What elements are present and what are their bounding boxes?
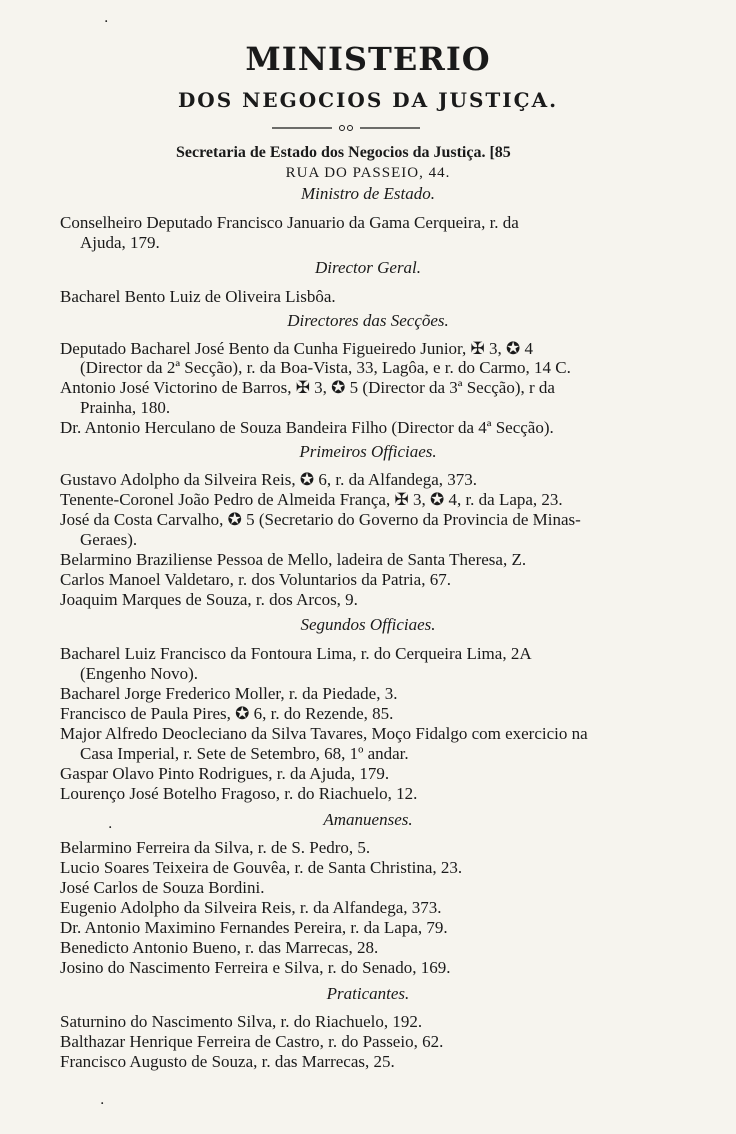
entry-line: Major Alfredo Deocleciano da Silva Tavares, Moço Fidalgo com exercicio na [60,724,588,743]
entry-line: Lucio Soares Teixeira de Gouvêa, r. de Santa Christina, 23. [60,858,463,877]
entry-line: Dr. Antonio Herculano de Souza Bandeira Filho (Director da 4ª Secção). [60,418,554,437]
entry-line: Benedicto Antonio Bueno, r. das Marrecas, 28. [60,938,379,957]
entry-line: Gustavo Adolpho da Silveira Reis, ✪ 6, r. da Alfandega, 373. [60,470,477,489]
section-heading-segundos: Segundos Officiaes. [300,615,436,634]
entry-line: Geraes). [80,530,138,549]
print-speck: · [100,1096,105,1112]
entry-line: Josino do Nascimento Ferreira e Silva, r. do Senado, 169. [60,958,451,977]
entry-line: Carlos Manoel Valdetaro, r. dos Voluntarios da Patria, 67. [60,570,451,589]
entry-line: (Director da 2ª Secção), r. da Boa-Vista, 33, Lagôa, e r. do Carmo, 14 C. [80,358,571,377]
entry-line: Eugenio Adolpho da Silveira Reis, r. da Alfandega, 373. [60,898,442,917]
entry-line: Tenente-Coronel João Pedro de Almeida França, ✠ 3, ✪ 4, r. da Lapa, 23. [60,490,563,509]
entry-line: Bacharel Luiz Francisco da Fontoura Lima, r. do Cerqueira Lima, 2A [60,644,532,663]
entry-line: Lourenço José Botelho Fragoso, r. do Riachuelo, 12. [60,784,418,803]
entry-line: Bacharel Bento Luiz de Oliveira Lisbôa. [60,287,336,306]
section-heading-primeiros: Primeiros Officiaes. [299,442,437,461]
print-speck: · [108,820,113,836]
secretaria-address: RUA DO PASSEIO, 44. [285,165,451,181]
entry-line: José da Costa Carvalho, ✪ 5 (Secretario do Governo da Provincia de Minas- [60,510,581,529]
entry-line: Prainha, 180. [80,398,171,417]
page-subtitle: DOS NEGOCIOS DA JUSTIÇA. [177,88,559,112]
entry-line: Bacharel Jorge Frederico Moller, r. da Piedade, 3. [60,684,398,703]
ornamental-divider [272,124,420,132]
entry-line: Belarmino Ferreira da Silva, r. de S. Pedro, 5. [60,838,371,857]
divider-ornament [348,126,353,131]
entry-line: Saturnino do Nascimento Silva, r. do Riachuelo, 192. [60,1012,423,1031]
entry-line: Ajuda, 179. [80,233,160,252]
section-heading-directores: Directores das Secções. [287,311,449,330]
section-heading-amanuenses: Amanuenses. [323,810,413,829]
section-heading-ministro: Ministro de Estado. [301,184,435,203]
page-title: MINISTERIO [245,40,491,78]
print-speck: · [104,14,109,30]
section-heading-praticantes: Praticantes. [326,984,410,1003]
entry-line: Belarmino Braziliense Pessoa de Mello, ladeira de Santa Theresa, Z. [60,550,527,569]
entry-line: (Engenho Novo). [80,664,199,683]
section-heading-director-geral: Director Geral. [314,258,422,277]
entry-line: Antonio José Victorino de Barros, ✠ 3, ✪ 5 (Director da 3ª Secção), r da [60,378,555,397]
entry-line: José Carlos de Souza Bordini. [60,878,265,897]
entry-line: Francisco Augusto de Souza, r. das Marrecas, 25. [60,1052,395,1071]
entry-line: Joaquim Marques de Souza, r. dos Arcos, 9. [60,590,358,609]
entry-line: Gaspar Olavo Pinto Rodrigues, r. da Ajuda, 179. [60,764,390,783]
entry-line: Deputado Bacharel José Bento da Cunha Figueiredo Junior, ✠ 3, ✪ 4 [60,339,534,358]
secretaria-heading: Secretaria de Estado dos Negocios da Justiça. [85 [176,144,511,161]
entry-line: Francisco de Paula Pires, ✪ 6, r. do Rezende, 85. [60,704,394,723]
entry-line: Conselheiro Deputado Francisco Januario da Gama Cerqueira, r. da [60,213,519,232]
entry-line: Balthazar Henrique Ferreira de Castro, r. do Passeio, 62. [60,1032,444,1051]
entry-line: Dr. Antonio Maximino Fernandes Pereira, r. da Lapa, 79. [60,918,448,937]
divider-ornament [340,126,345,131]
entry-line: Casa Imperial, r. Sete de Setembro, 68, 1º andar. [80,744,409,763]
